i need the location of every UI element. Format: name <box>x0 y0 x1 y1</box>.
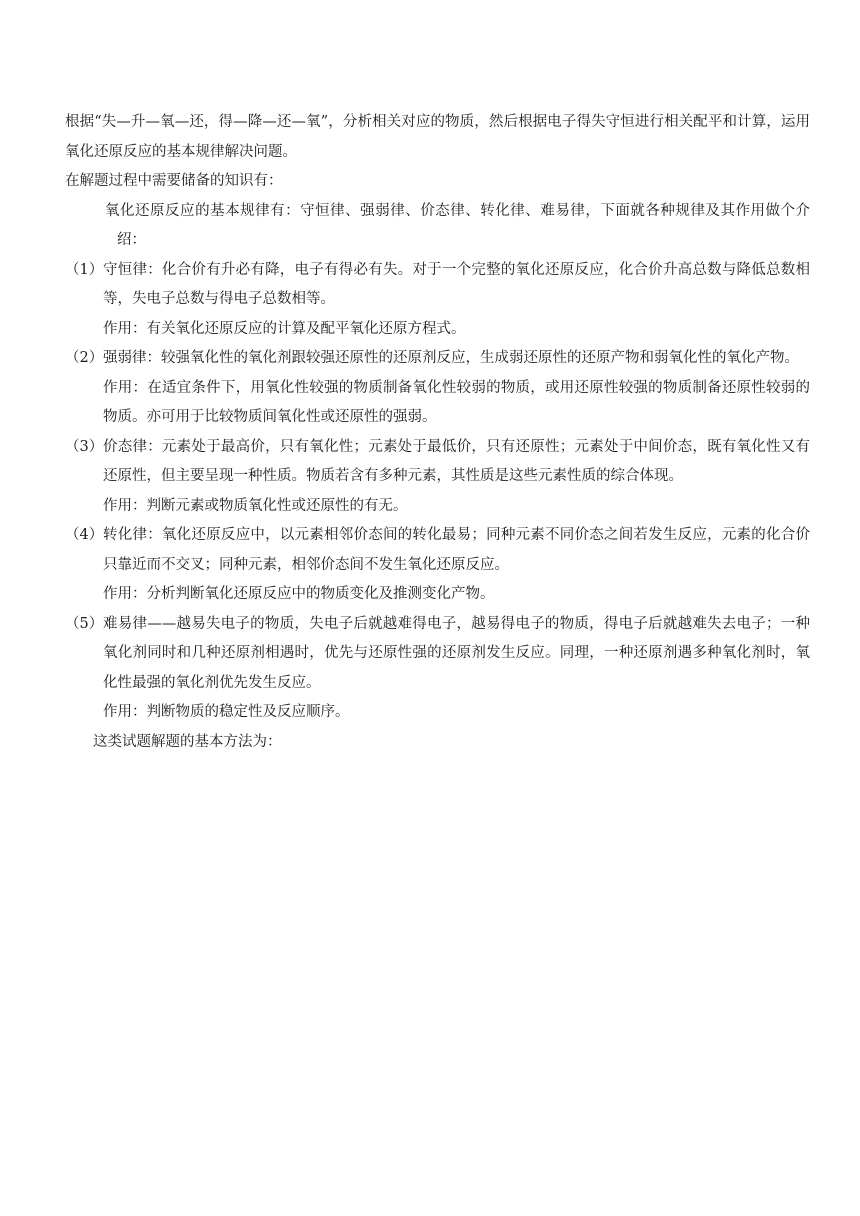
law-item-conservation <box>65 256 810 315</box>
laws-overview-text: 氧化还原反应的基本规律有：守恒律、强弱律、价态律、转化律、难易律，下面就各种规律及其作用做个介绍： <box>105 202 810 248</box>
law-item-strength <box>65 344 810 374</box>
law-effect: 作用：分析判断氧化还原反应中的物质变化及推测变化产物。 <box>103 586 495 602</box>
law-text: 守恒律：化合价有升必有降，电子有得必有失。对于一个完整的氧化还原反应，化合价升高总数与降低总数相等，失电子总数与得电子总数相等。 <box>103 261 810 307</box>
law-effect: 作用：有关氧化还原反应的计算及配平氧化还原方程式。 <box>103 320 466 337</box>
laws-overview <box>65 197 810 256</box>
law-text: 强弱律：较强氧化性的氧化剂跟较强还原性的还原剂反应，生成弱还原性的还原产物和弱氧化性的氧化产物。 <box>103 350 799 366</box>
law-number: （2） <box>65 350 104 366</box>
law-item-difficulty <box>65 610 810 699</box>
law-item-transformation <box>65 521 810 580</box>
law-number: （5） <box>65 615 104 632</box>
law-number: （1） <box>65 261 104 278</box>
law-text: 难易律——越易失电子的物质，失电子后就越难得电子，越易得电子的物质，得电子后就越难失去电子；一种氧化剂同时和几种还原剂相遇时，优先与还原性强的还原剂发生反应。同理，一种还原剂遇多种氧化剂时，氧化性最强的氧化剂优先发生反应。 <box>103 615 810 691</box>
knowledge-heading: 在解题过程中需要储备的知识有： <box>65 173 283 189</box>
document-body <box>65 108 810 757</box>
law-number: （3） <box>65 438 104 455</box>
law-number: （4） <box>65 527 104 543</box>
law-text: 转化律：氧化还原反应中，以元素相邻价态间的转化最易；同种元素不同价态之间若发生反应，元素的化合价只靠近而不交叉；同种元素，相邻价态间不发生氧化还原反应。 <box>103 527 810 573</box>
law-effect: 作用：判断物质的稳定性及反应顺序。 <box>103 704 350 720</box>
method-heading: 这类试题解题的基本方法为： <box>93 733 282 750</box>
law-effect: 作用：在适宜条件下，用氧化性较强的物质制备氧化性较弱的物质，或用还原性较强的物质制备还原性较弱的物质。亦可用于比较物质间氧化性或还原性的强弱。 <box>103 379 810 425</box>
law-item-valence <box>65 433 810 492</box>
intro-paragraph: 根据“失—升—氧—还，得—降—还—氧”，分析相关对应的物质，然后根据电子得失守恒进行相关配平和计算，运用氧化还原反应的基本规律解决问题。 <box>65 114 810 160</box>
law-effect: 作用：判断元素或物质氧化性或还原性的有无。 <box>103 497 408 514</box>
law-text: 价态律：元素处于最高价，只有氧化性；元素处于最低价，只有还原性；元素处于中间价态，既有氧化性又有还原性，但主要呈现一种性质。物质若含有多种元素，其性质是这些元素性质的综合体现。 <box>103 438 810 484</box>
